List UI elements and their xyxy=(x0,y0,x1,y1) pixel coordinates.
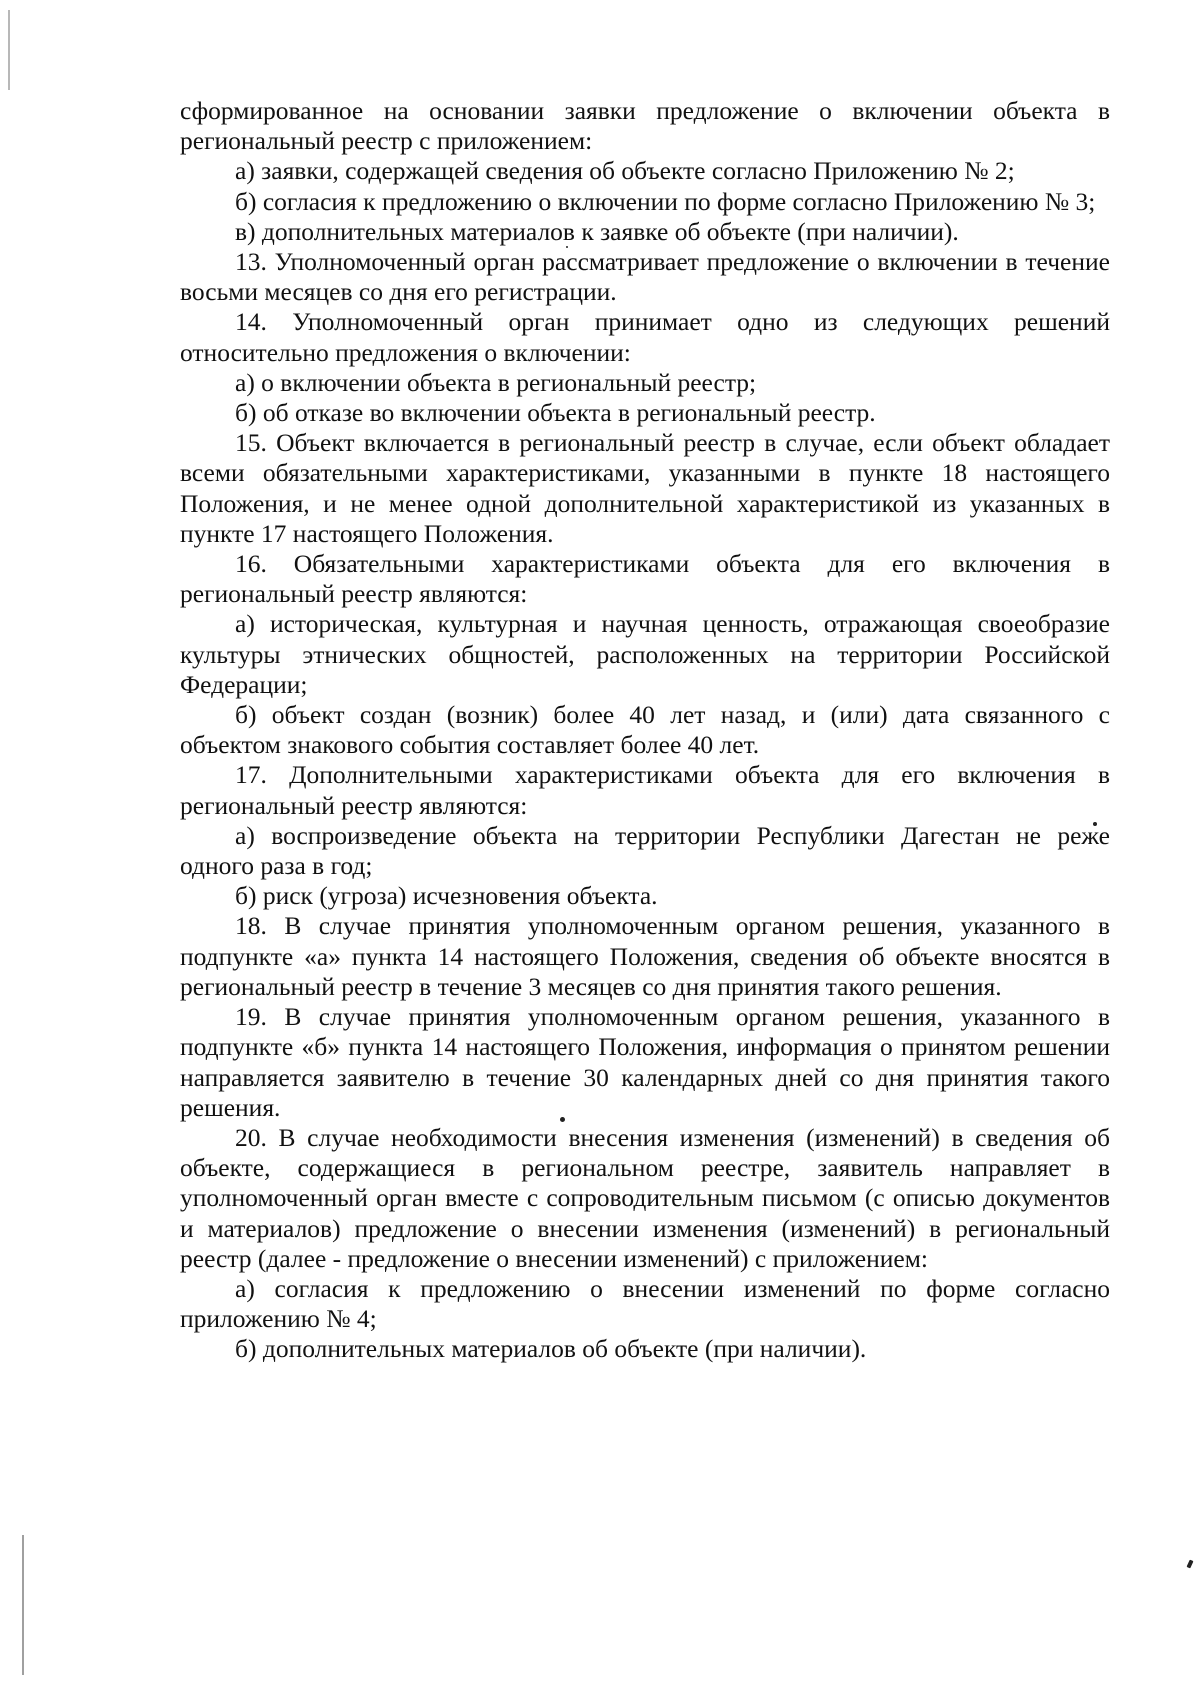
paragraph: 16. Обязательными характеристиками объекта для его включения в региональный реестр являются: xyxy=(180,549,1110,609)
paragraph: а) воспроизведение объекта на территории Республики Дагестан не реже одного раза в год; xyxy=(180,820,1110,881)
paragraph: б) риск (угроза) исчезновения объекта. xyxy=(235,881,658,911)
paragraph: 19. В случае принятия уполномоченным органом решения, указанного в подпункте «б» пункта 14 настоящего Положения, информация о принятом решении направляется заявителю в течение 30 календарных дней со дня принятия такого решения. xyxy=(180,1002,1110,1122)
paragraph: 14. Уполномоченный орган принимает одно из следующих решений относительно предложения о включении: xyxy=(180,307,1110,367)
paragraph: 20. В случае необходимости внесения изменения (изменений) в сведения об объекте, содержащиеся в региональном реестре, заявитель направляет в уполномоченный орган вместе с сопроводительным письмом (с описью документов и материалов) предложение о внесении изменения (изменений) в региональный реестр (далее - предложение о внесении изменений) с приложением: xyxy=(180,1122,1110,1273)
paragraph: 17. Дополнительными характеристиками объекта для его включения в региональный реестр являются: xyxy=(180,760,1110,820)
paragraph: в) дополнительных материалов к заявке об объекте (при наличии). xyxy=(235,216,959,246)
paragraph: б) дополнительных материалов об объекте (при наличии). xyxy=(235,1334,867,1364)
paragraph: б) объект создан (возник) более 40 лет назад, и (или) дата связанного с объектом знакового события составляет более 40 лет. xyxy=(180,700,1110,760)
paragraph: сформированное на основании заявки предложение о включении объекта в региональный реестр с приложением: xyxy=(180,96,1110,156)
paragraph: 18. В случае принятия уполномоченным органом решения, указанного в подпункте «а» пункта 14 настоящего Положения, сведения об объекте вносятся в региональный реестр в течение 3 месяцев со дня принятия такого решения. xyxy=(180,911,1110,1001)
paragraph: а) о включении объекта в региональный реестр; xyxy=(235,367,757,397)
scan-speck xyxy=(1186,1560,1193,1569)
paragraph: а) согласия к предложению о внесении изменений по форме согласно приложению № 4; xyxy=(180,1273,1110,1334)
paragraph: а) заявки, содержащей сведения об объекте согласно Приложению № 2; xyxy=(235,156,1015,186)
paragraph: б) согласия к предложению о включении по форме согласно Приложению № 3; xyxy=(235,186,1096,216)
paragraph: 13. Уполномоченный орган рассматривает предложение о включении в течение восьми месяцев со дня его регистрации. xyxy=(180,247,1110,307)
scan-edge-mark-top xyxy=(8,10,10,90)
scan-edge-mark-bottom xyxy=(22,1535,24,1675)
document-body xyxy=(180,96,1110,1365)
paragraph: а) историческая, культурная и научная ценность, отражающая своеобразие культуры этнических общностей, расположенных на территории Российской Федерации; xyxy=(180,609,1110,699)
paragraph: б) об отказе во включении объекта в региональный реестр. xyxy=(235,398,876,428)
paragraph: 15. Объект включается в региональный реестр в случае, если объект обладает всеми обязательными характеристиками, указанными в пункте 18 настоящего Положения, и не менее одной дополнительной характеристикой из указанных в пункте 17 настоящего Положения. xyxy=(180,428,1110,548)
